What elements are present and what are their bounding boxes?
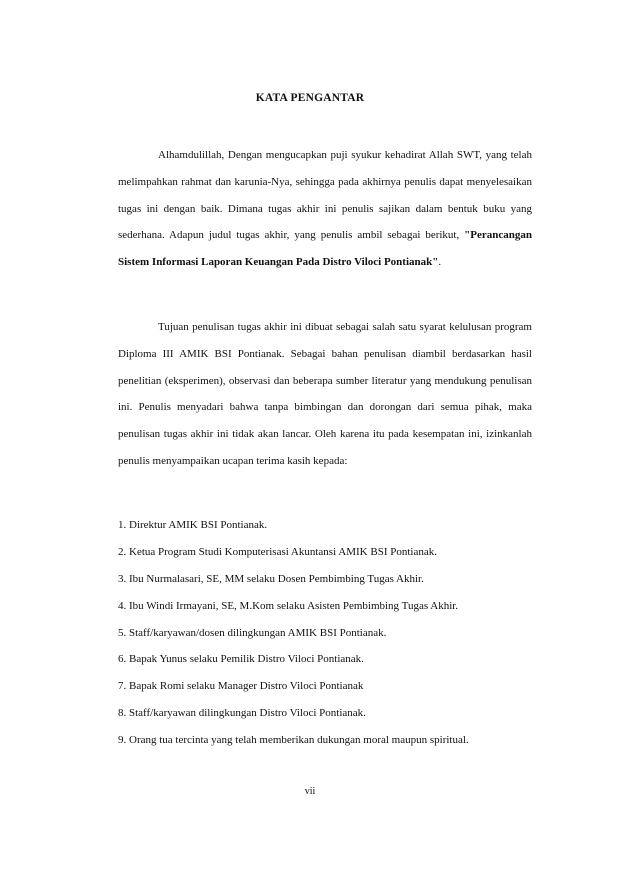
paragraph-intro-end: . <box>438 256 442 269</box>
list-item: 6. Bapak Yunus selaku Pemilik Distro Viloci Pontianak. <box>118 653 364 666</box>
list-item: 2. Ketua Program Studi Komputerisasi Akuntansi AMIK BSI Pontianak. <box>118 545 437 558</box>
page-title: KATA PENGANTAR <box>255 92 365 104</box>
acknowledgement-list <box>118 512 538 754</box>
list-item: 5. Staff/karyawan/dosen dilingkungan AMIK BSI Pontianak. <box>118 626 387 639</box>
list-item: 1. Direktur AMIK BSI Pontianak. <box>118 519 268 531</box>
list-item: 7. Bapak Romi selaku Manager Distro Viloci Pontianak <box>118 680 364 693</box>
list-item: 3. Ibu Nurmalasari, SE, MM selaku Dosen Pembimbing Tugas Akhir. <box>118 572 424 585</box>
paragraph-purpose-text: Tujuan penulisan tugas akhir ini dibuat sebagai salah satu syarat kelulusan program Diploma III AMIK BSI Pontianak. Sebagai bahan penulisan diambil berdasarkan hasil penelitian (eksperimen), observasi dan beberapa sumber literatur yang mendukung penulisan ini. Penulis menyadari bahwa tanpa bimbingan dan dorongan dari semua pihak, maka penulisan tugas akhir ini tidak akan lancar. Oleh karena itu pada kesempatan ini, izinkanlah penulis menyampaikan ucapan terima kasih kepada: <box>118 321 532 467</box>
page-number: vii <box>304 786 316 797</box>
paragraph-intro <box>118 142 532 276</box>
paragraph-intro-text: Alhamdulillah, Dengan mengucapkan puji syukur kehadirat Allah SWT, yang telah melimpahkan rahmat dan karunia-Nya, sehingga pada akhirnya penulis dapat menyelesaikan tugas ini dengan baik. Dimana tugas akhir ini penulis sajikan dalam bentuk buku yang sederhana. Adapun judul tugas akhir, yang penulis ambil sebagai berikut, <box>118 149 532 242</box>
list-item: 4. Ibu Windi Irmayani, SE, M.Kom selaku Asisten Pembimbing Tugas Akhir. <box>118 599 459 612</box>
list-item: 8. Staff/karyawan dilingkungan Distro Viloci Pontianak. <box>118 707 366 720</box>
thesis-title: "Perancangan Sistem Informasi Laporan Keuangan Pada Distro Viloci Pontianak" <box>118 229 532 269</box>
paragraph-purpose <box>118 314 532 475</box>
list-item: 9. Orang tua tercinta yang telah memberikan dukungan moral maupun spiritual. <box>118 734 469 747</box>
